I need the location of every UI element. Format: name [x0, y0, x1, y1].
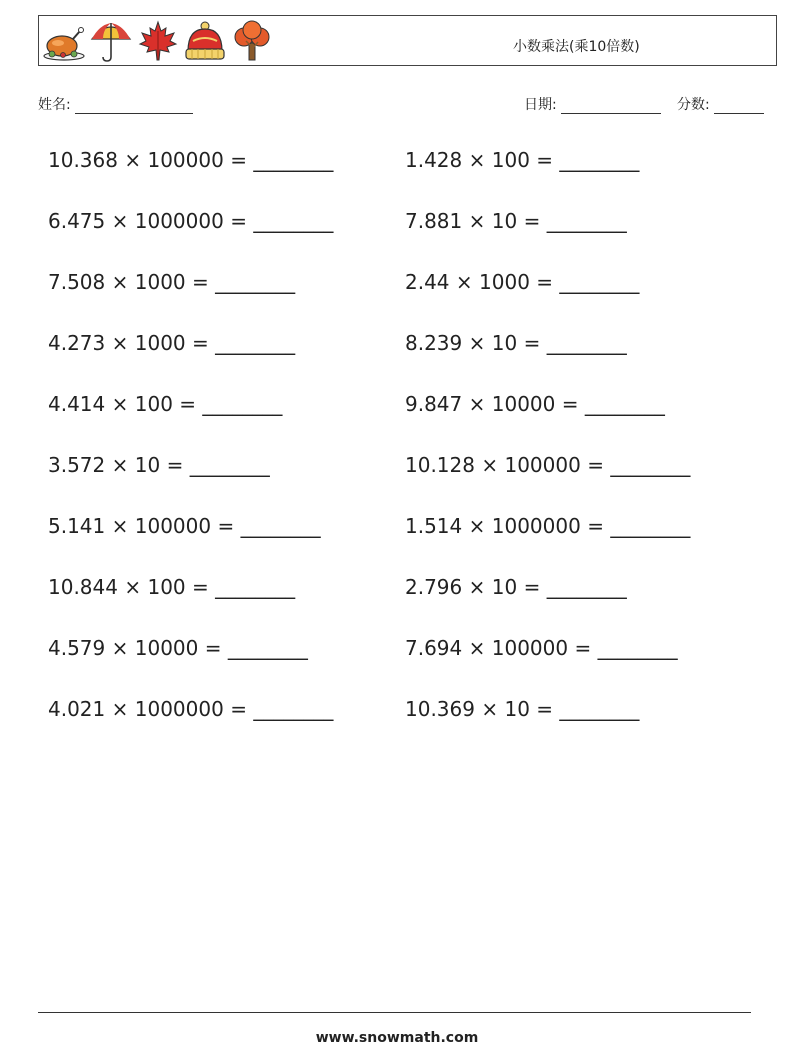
umbrella-icon [89, 19, 133, 63]
multiplicand: 2.44 [405, 270, 450, 294]
problem-item [48, 148, 333, 172]
multiplier: 1000000 [134, 697, 224, 721]
score-label: 分数: [677, 97, 710, 113]
equals-sign: = [523, 575, 541, 599]
answer-blank[interactable]: ________ [546, 209, 627, 233]
operator: × [111, 453, 129, 477]
multiplicand: 5.141 [48, 514, 106, 538]
operator: × [468, 636, 486, 660]
footer-website: www.snowmath.com [315, 1030, 479, 1046]
knit-hat-icon [183, 19, 227, 63]
problem-item [48, 209, 333, 233]
equals-sign: = [192, 270, 209, 294]
problem-item [405, 209, 627, 233]
footer-divider [38, 1012, 751, 1013]
operator: × [468, 514, 486, 538]
answer-blank[interactable]: ________ [610, 453, 691, 477]
answer-blank[interactable]: ________ [202, 392, 283, 416]
operator: × [468, 392, 486, 416]
problem-item [405, 514, 690, 538]
problem-item [48, 392, 282, 416]
multiplier: 100000 [504, 453, 581, 477]
multiplicand: 9.847 [405, 392, 463, 416]
multiplier: 10 [134, 453, 161, 477]
multiplicand: 4.579 [48, 636, 106, 660]
date-label: 日期: [524, 97, 557, 113]
worksheet-title: 小数乘法(乘10倍数) [513, 39, 640, 55]
answer-blank[interactable]: ________ [559, 148, 640, 172]
operator: × [468, 209, 486, 233]
multiplier: 100 [134, 392, 173, 416]
worksheet-header [38, 15, 777, 66]
multiplicand: 4.273 [48, 331, 106, 355]
problem-item [405, 697, 639, 721]
equals-sign: = [523, 331, 541, 355]
problem-item [48, 514, 321, 538]
answer-blank[interactable]: ________ [559, 697, 640, 721]
score-blank[interactable] [714, 97, 764, 114]
multiplier: 10000 [491, 392, 556, 416]
problem-item [405, 148, 639, 172]
equals-sign: = [536, 148, 554, 172]
answer-blank[interactable]: ________ [215, 575, 296, 599]
multiplicand: 10.368 [48, 148, 118, 172]
maple-leaf-icon [136, 19, 180, 63]
operator: × [111, 514, 129, 538]
answer-blank[interactable]: ________ [253, 697, 334, 721]
problem-item [405, 636, 678, 660]
answer-blank[interactable]: ________ [559, 270, 640, 294]
problem-item [48, 697, 333, 721]
equals-sign: = [536, 270, 554, 294]
operator: × [111, 331, 129, 355]
equals-sign: = [217, 514, 235, 538]
multiplier: 100 [147, 575, 186, 599]
equals-sign: = [523, 209, 541, 233]
equals-sign: = [192, 331, 209, 355]
answer-blank[interactable]: ________ [253, 209, 334, 233]
operator: × [111, 697, 129, 721]
operator: × [124, 575, 142, 599]
answer-blank[interactable]: ________ [189, 453, 270, 477]
answer-blank[interactable]: ________ [227, 636, 308, 660]
multiplier: 1000 [479, 270, 530, 294]
multiplier: 1000000 [134, 209, 224, 233]
equals-sign: = [587, 453, 604, 477]
multiplicand: 7.508 [48, 270, 106, 294]
answer-blank[interactable]: ________ [215, 270, 296, 294]
multiplicand: 1.514 [405, 514, 463, 538]
answer-blank[interactable]: ________ [597, 636, 678, 660]
answer-blank[interactable]: ________ [253, 148, 334, 172]
multiplier: 10 [504, 697, 530, 721]
problem-item [48, 453, 270, 477]
multiplicand: 3.572 [48, 453, 106, 477]
problem-item [405, 575, 627, 599]
answer-blank[interactable]: ________ [240, 514, 321, 538]
answer-blank[interactable]: ________ [546, 575, 627, 599]
multiplicand: 4.414 [48, 392, 106, 416]
operator: × [111, 392, 129, 416]
operator: × [468, 331, 486, 355]
problem-item [405, 392, 665, 416]
equals-sign: = [574, 636, 592, 660]
multiplicand: 2.796 [405, 575, 463, 599]
multiplier: 100000 [491, 636, 569, 660]
operator: × [455, 270, 473, 294]
equals-sign: = [561, 392, 579, 416]
multiplicand: 10.369 [405, 697, 475, 721]
multiplier: 100 [491, 148, 530, 172]
name-field [38, 94, 193, 114]
roast-turkey-icon [42, 19, 86, 63]
equals-sign: = [166, 453, 184, 477]
equals-sign: = [179, 392, 197, 416]
answer-blank[interactable]: ________ [584, 392, 665, 416]
header-icons [42, 19, 274, 63]
problem-item [48, 575, 295, 599]
name-blank[interactable] [75, 97, 193, 114]
multiplier: 100000 [134, 514, 212, 538]
answer-blank[interactable]: ________ [546, 331, 627, 355]
operator: × [111, 270, 129, 294]
multiplier: 1000000 [491, 514, 581, 538]
score-field [677, 94, 764, 114]
multiplicand: 10.844 [48, 575, 118, 599]
multiplier: 10000 [134, 636, 199, 660]
multiplicand: 1.428 [405, 148, 463, 172]
operator: × [481, 697, 499, 721]
multiplicand: 4.021 [48, 697, 106, 721]
operator: × [481, 453, 499, 477]
operator: × [468, 575, 486, 599]
multiplier: 1000 [134, 270, 186, 294]
multiplicand: 6.475 [48, 209, 106, 233]
equals-sign: = [192, 575, 209, 599]
equals-sign: = [204, 636, 222, 660]
answer-blank[interactable]: ________ [215, 331, 296, 355]
multiplier: 10 [491, 331, 518, 355]
problem-item [48, 270, 295, 294]
date-field [524, 94, 661, 114]
equals-sign: = [587, 514, 604, 538]
problem-item [48, 331, 295, 355]
multiplicand: 10.128 [405, 453, 475, 477]
multiplier: 10 [491, 209, 518, 233]
problem-item [405, 331, 627, 355]
date-blank[interactable] [561, 97, 661, 114]
operator: × [468, 148, 486, 172]
multiplier: 100000 [147, 148, 224, 172]
multiplicand: 7.881 [405, 209, 463, 233]
operator: × [111, 636, 129, 660]
equals-sign: = [536, 697, 554, 721]
operator: × [124, 148, 142, 172]
operator: × [111, 209, 129, 233]
name-label: 姓名: [38, 97, 71, 113]
answer-blank[interactable]: ________ [610, 514, 691, 538]
autumn-tree-icon [230, 19, 274, 63]
problem-item [405, 453, 690, 477]
problem-item [405, 270, 639, 294]
equals-sign: = [230, 697, 247, 721]
problem-item [48, 636, 308, 660]
equals-sign: = [230, 209, 247, 233]
equals-sign: = [230, 148, 247, 172]
multiplier: 10 [491, 575, 518, 599]
multiplicand: 7.694 [405, 636, 463, 660]
multiplicand: 8.239 [405, 331, 463, 355]
multiplier: 1000 [134, 331, 186, 355]
